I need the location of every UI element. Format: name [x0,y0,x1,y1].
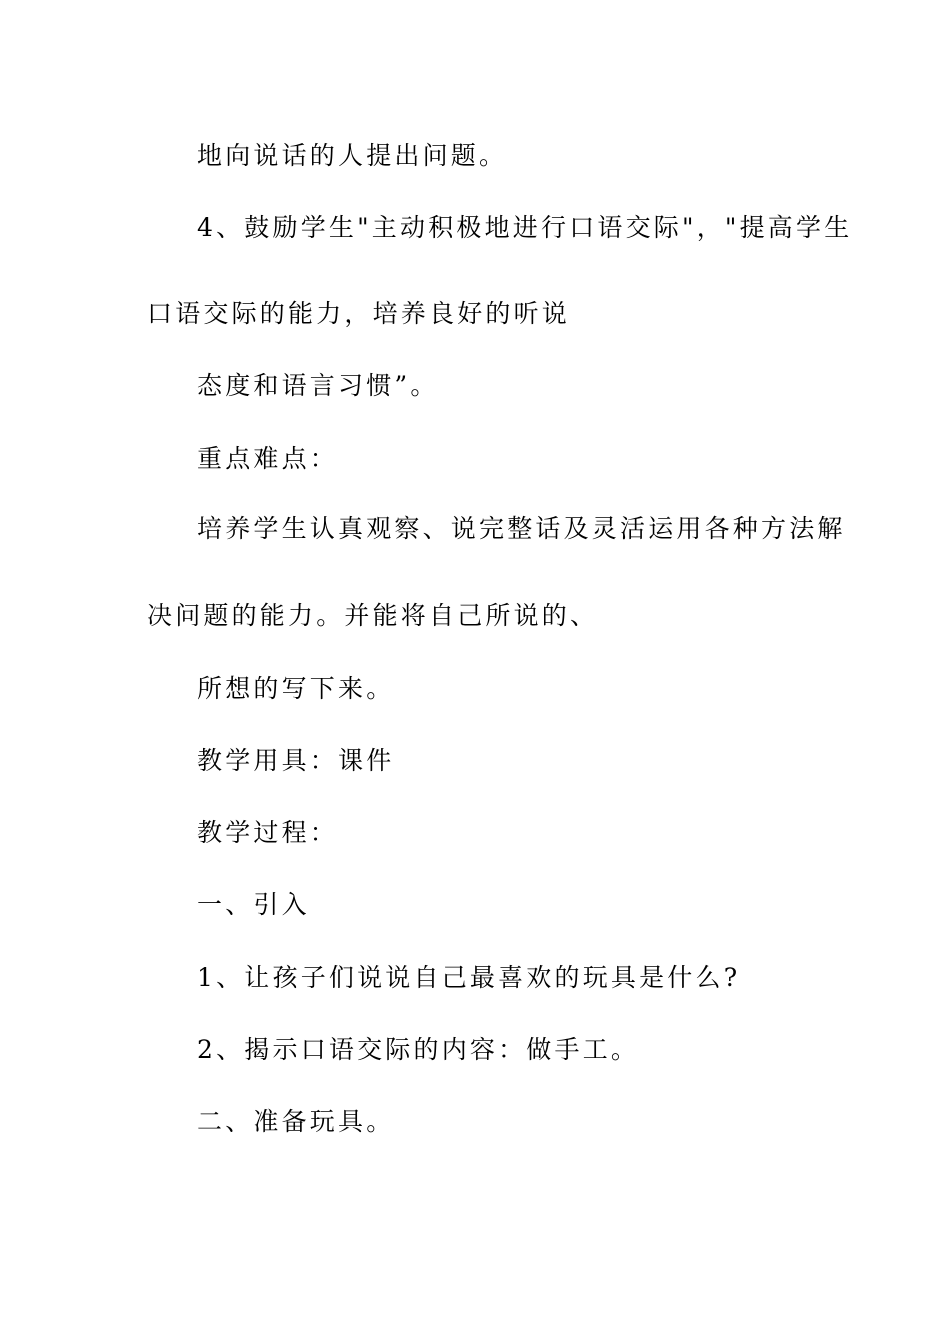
section-heading-key-points: 重点难点： [197,444,339,473]
text-line-2: 4、鼓励学生"主动积极地进行口语交际"，"提高学生 [197,213,853,242]
list-item-2: 2、揭示口语交际的内容：做手工。 [197,1035,640,1064]
section-heading-teaching-tools: 教学用具：课件 [197,746,395,775]
text-line-7: 决问题的能力。并能将自己所说的、 [147,601,599,630]
section-heading-introduction: 一、引入 [197,890,310,919]
text-line-1: 地向说话的人提出问题。 [197,141,508,170]
section-heading-teaching-process: 教学过程： [197,818,339,847]
section-heading-prepare-toys: 二、准备玩具。 [197,1107,395,1136]
text-line-4: 态度和语言习惯”。 [197,371,439,400]
text-line-3: 口语交际的能力，培养良好的听说 [147,299,571,328]
text-line-8: 所想的写下来。 [197,674,395,703]
text-line-6: 培养学生认真观察、说完整话及灵活运用各种方法解 [197,514,846,543]
list-item-1: 1、让孩子们说说自己最喜欢的玩具是什么? [197,963,741,992]
